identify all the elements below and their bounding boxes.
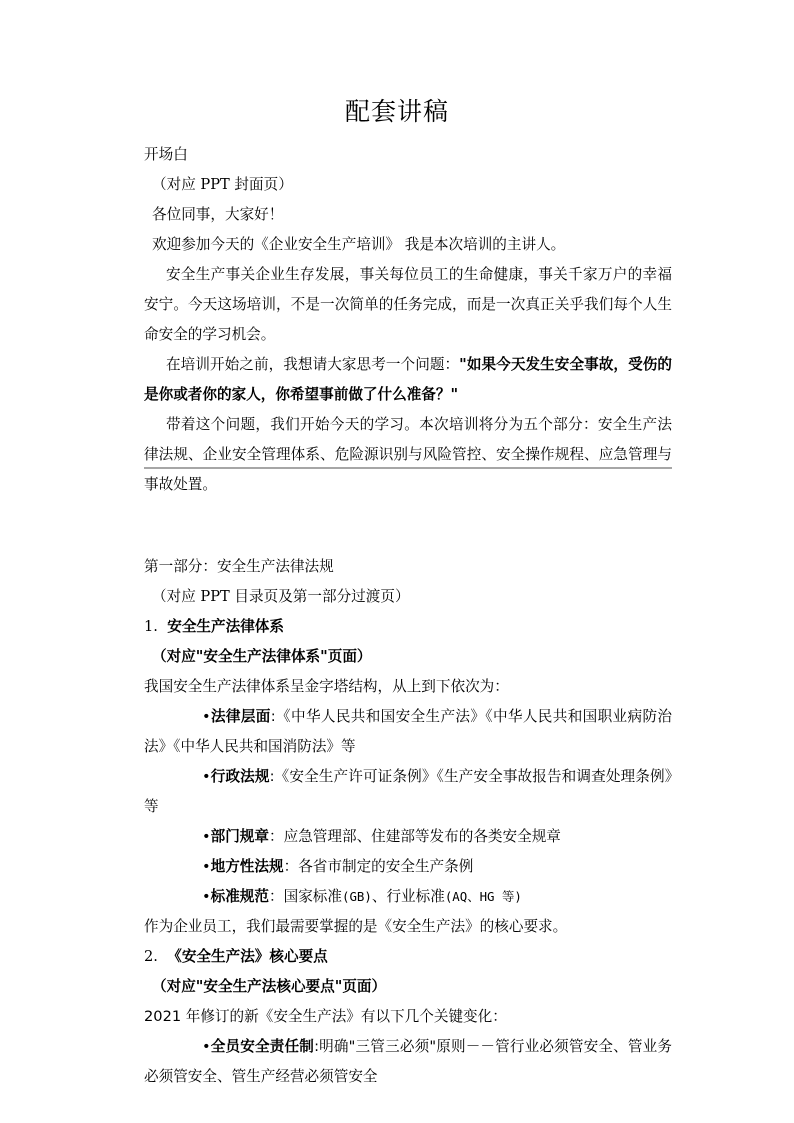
bullet-icon: • bbox=[202, 1038, 211, 1055]
list-item bbox=[144, 852, 672, 882]
bullet-text-standard-industry: 、行业标准 bbox=[371, 888, 445, 905]
bullet-separator: : bbox=[270, 708, 276, 725]
opening-greeting: 各位同事，大家好！ bbox=[152, 206, 284, 223]
item-2-intro: 2021 年修订的新《安全生产法》有以下几个关键变化： bbox=[144, 1008, 507, 1025]
item-2-heading bbox=[144, 942, 672, 972]
list-item bbox=[144, 822, 672, 852]
opening-question-paragraph bbox=[144, 350, 672, 410]
bullet-icon: • bbox=[202, 768, 211, 785]
bullet-separator: ： bbox=[269, 888, 284, 905]
bullet-lead-label: 法律层面 bbox=[210, 708, 271, 725]
bullet-text: 《中华人民共和国安全生产法》《中华人民共和国职业病防治法》《中华人民共和国消防法》等 bbox=[144, 708, 672, 755]
safety-law-changes-list bbox=[144, 1032, 672, 1092]
bullet-text: 《安全生产许可证条例》《生产安全事故报告和调查处理条例》等 bbox=[144, 768, 672, 815]
item-1-ppt-note: （对应"安全生产法律体系"页面） bbox=[152, 648, 372, 665]
bullet-lead-label: 部门规章 bbox=[210, 828, 269, 845]
item-1-title: 安全生产法律体系 bbox=[167, 618, 284, 635]
bullet-icon: • bbox=[202, 888, 211, 905]
item-1-heading bbox=[144, 612, 672, 642]
bullet-separator: : bbox=[269, 768, 275, 785]
list-item bbox=[144, 702, 672, 762]
opening-ppt-note: （对应 PPT 封面页） bbox=[152, 176, 293, 193]
section-divider bbox=[144, 467, 672, 469]
question-prefix-text: 在培训开始之前，我想请大家思考一个问题： bbox=[166, 356, 460, 373]
bullet-text-standard-national: 国家标准 bbox=[283, 888, 342, 905]
bullet-separator: ： bbox=[269, 828, 284, 845]
bullet-lead-label: 行政法规 bbox=[210, 768, 270, 785]
standard-code-aq-hg: (AQ、HG 等) bbox=[444, 889, 522, 904]
list-item bbox=[144, 762, 672, 822]
bullet-text: 各省市制定的安全生产条例 bbox=[298, 858, 474, 875]
bullet-text: 明确"三管三必须"原则－－管行业必须管安全、管业务必须管安全、管生产经营必须管安全 bbox=[144, 1038, 672, 1085]
bullet-lead-label: 标准规范 bbox=[210, 888, 269, 905]
spacer-before-rule bbox=[144, 500, 672, 530]
bullet-icon: • bbox=[202, 828, 211, 845]
bullet-separator: ： bbox=[283, 858, 299, 875]
list-item bbox=[144, 1032, 672, 1092]
item-1-number: 1. bbox=[144, 618, 158, 635]
part-one-heading: 第一部分：安全生产法律法规 bbox=[144, 558, 334, 575]
item-2-ppt-note: （对应"安全生产法核心要点"页面） bbox=[152, 978, 387, 995]
opening-welcome: 欢迎参加今天的《企业安全生产培训》 我是本次培训的主讲人。 bbox=[152, 236, 566, 253]
list-item bbox=[144, 882, 672, 912]
bullet-lead-label: 地方性法规 bbox=[210, 858, 284, 875]
bullet-icon: • bbox=[202, 858, 211, 875]
question-quote-text: "如果今天发生安全事故，受伤的是你或者你的家人，你希望事前做了什么准备？" bbox=[144, 356, 672, 403]
page-title: 配套讲稿 bbox=[344, 97, 449, 126]
document-body bbox=[144, 140, 672, 1092]
standard-code-gb: (GB) bbox=[342, 889, 372, 904]
bullet-lead-label: 全员安全责任制 bbox=[210, 1038, 315, 1055]
opening-heading: 开场白 bbox=[144, 146, 188, 163]
item-2-number: 2. bbox=[144, 948, 158, 965]
bullet-separator: : bbox=[314, 1038, 319, 1055]
part-one-ppt-note: （对应 PPT 目录页及第一部分过渡页） bbox=[152, 588, 410, 605]
item-1-intro: 我国安全生产法律体系呈金字塔结构，从上到下依次为： bbox=[144, 678, 509, 695]
item-1-closing: 作为企业员工，我们最需要掌握的是《安全生产法》的核心要求。 bbox=[144, 918, 568, 935]
bullet-text: 应急管理部、住建部等发布的各类安全规章 bbox=[283, 828, 561, 845]
legal-hierarchy-list bbox=[144, 702, 672, 912]
opening-outline-paragraph: 带着这个问题，我们开始今天的学习。本次培训将分为五个部分：安全生产法律法规、企业安全管理体系、危险源识别与风险管控、安全操作规程、应急管理与事故处置。 bbox=[144, 416, 672, 493]
opening-importance-paragraph: 安全生产事关企业生存发展，事关每位员工的生命健康，事关千家万户的幸福安宁。今天这场培训，不是一次简单的任务完成，而是一次真正关乎我们每个人生命安全的学习机会。 bbox=[144, 266, 672, 343]
bullet-icon: • bbox=[202, 708, 211, 725]
item-2-title: 《安全生产法》核心要点 bbox=[167, 948, 328, 965]
